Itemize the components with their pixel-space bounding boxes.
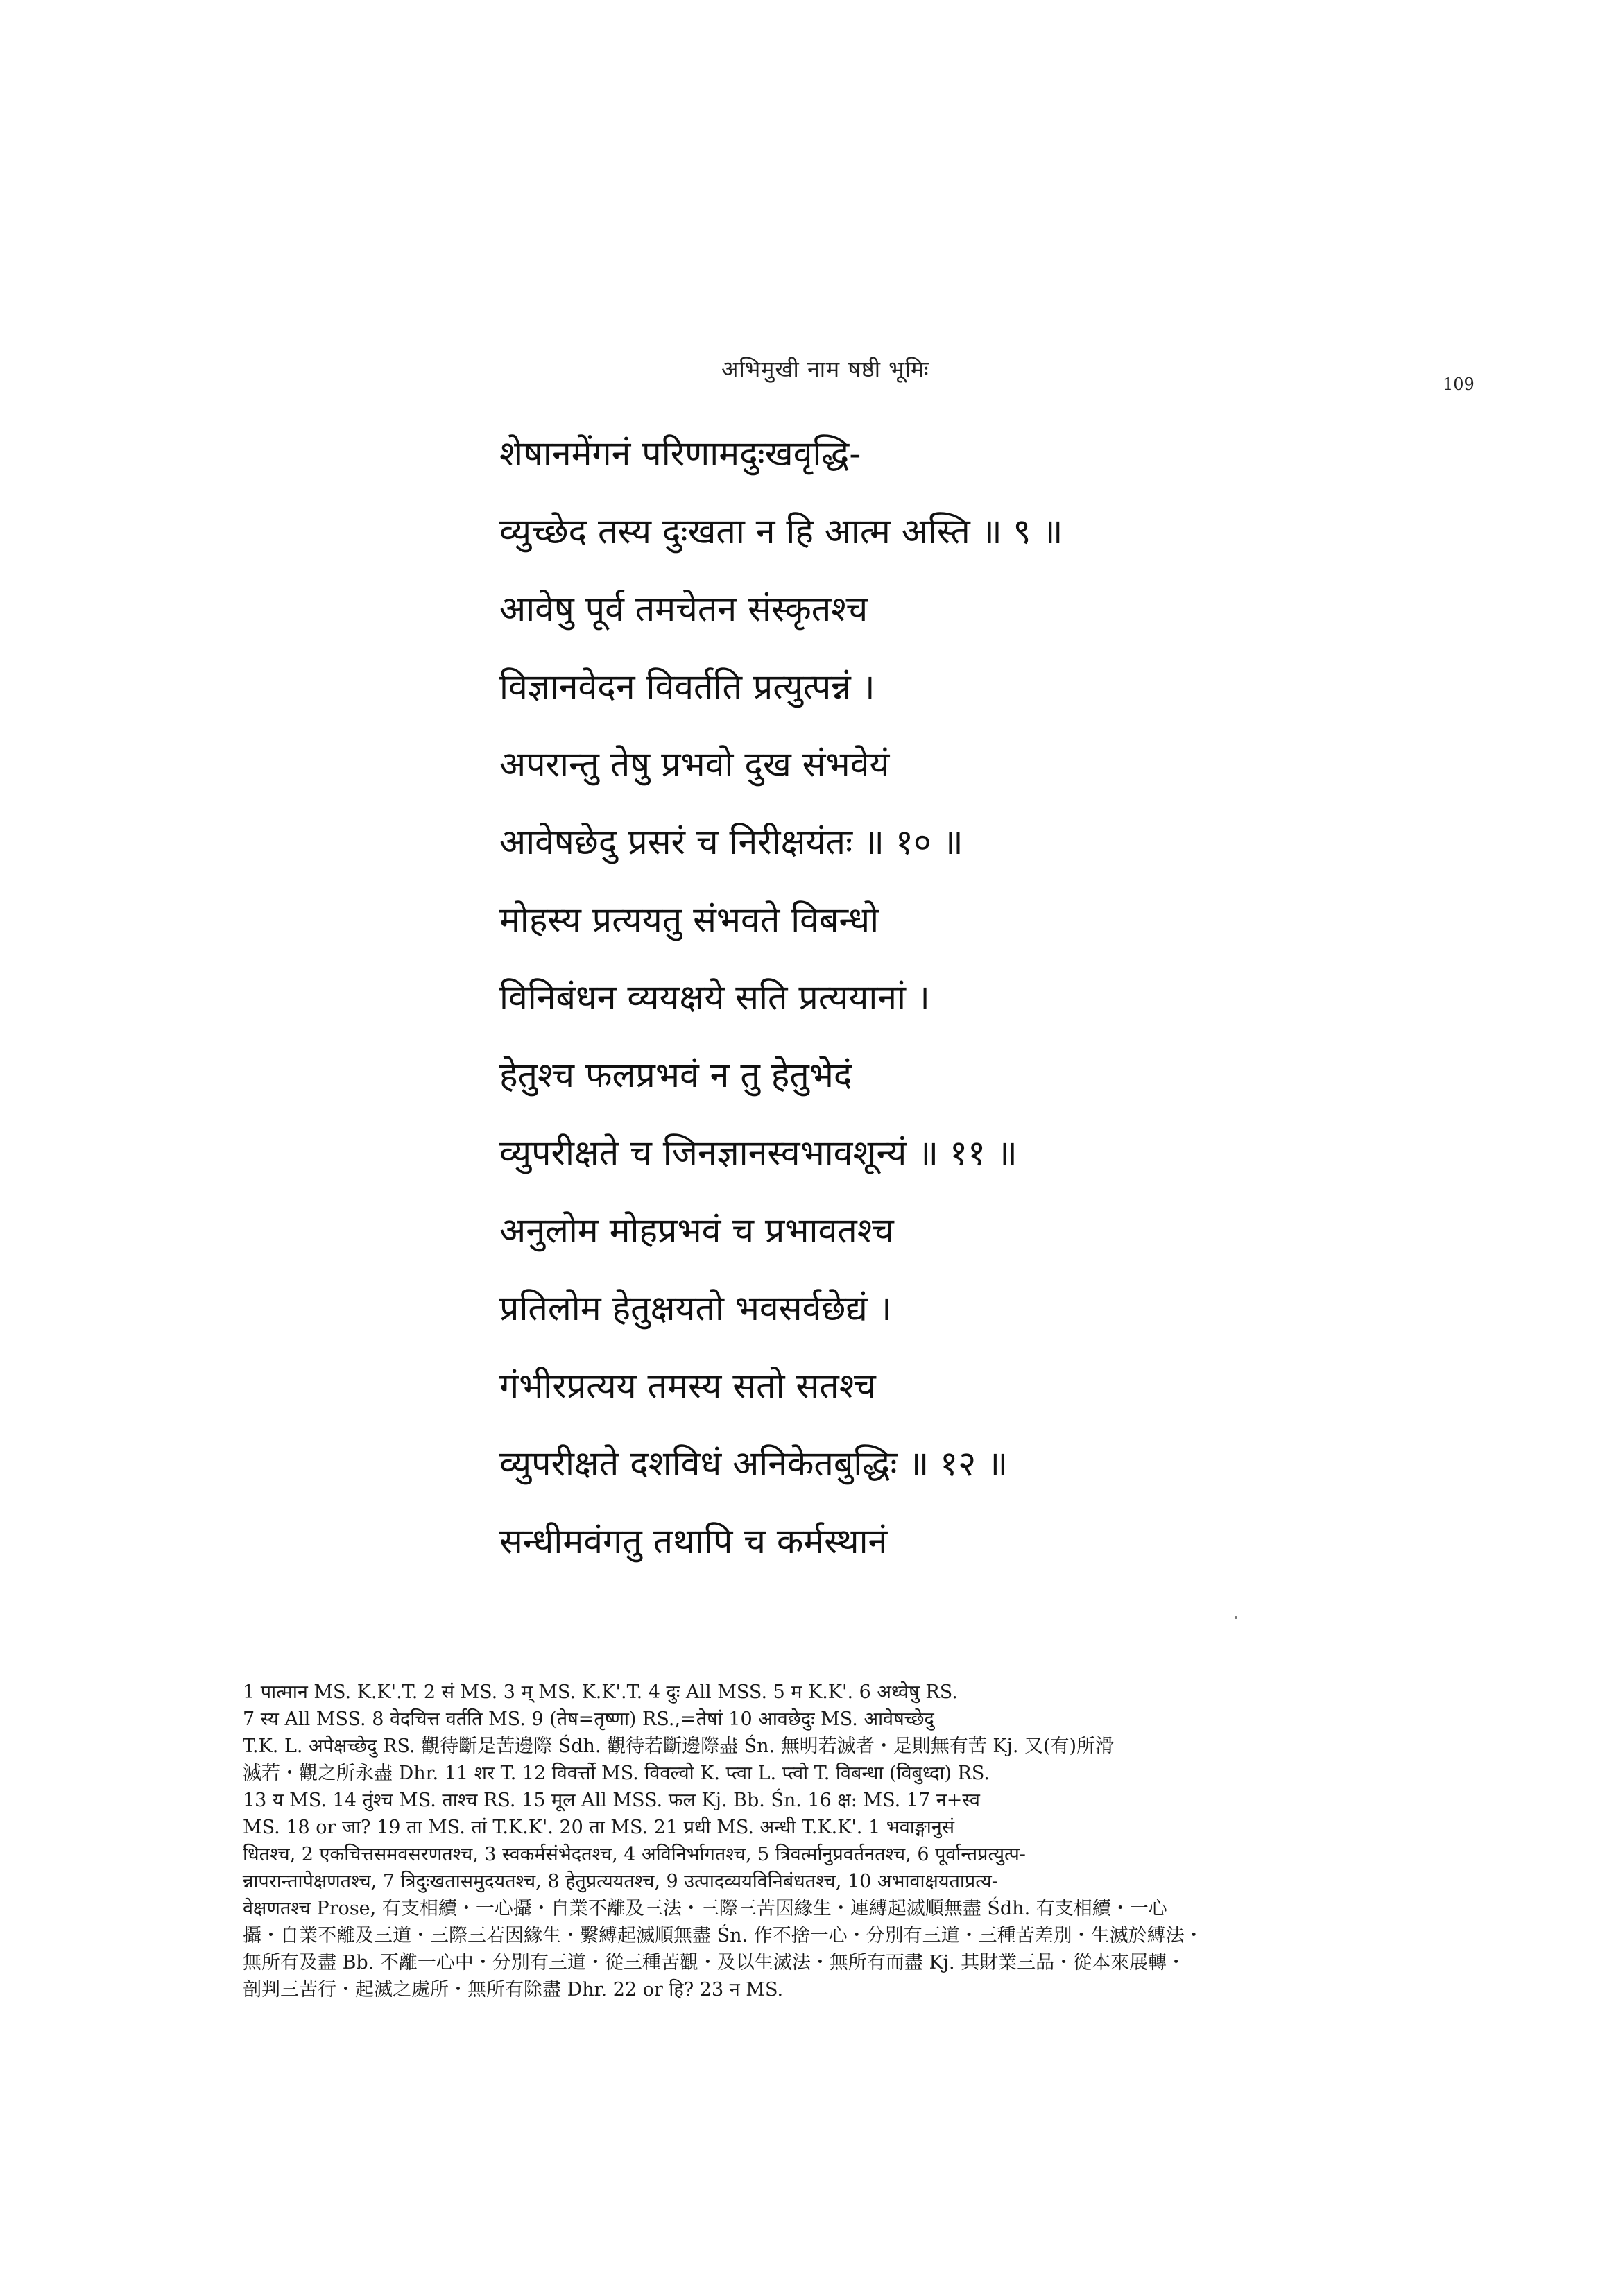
footnote-line: T.K. L. अपेक्षच्छेदु RS. 觀待斷是苦邊際 Śdh. 觀待若斷邊際盡 Śn. 無明若滅者・是則無有苦 Kj. 又(有)所滑 — [243, 1736, 1115, 1757]
verse-line: आवेषु पूर्व तमचेतन संस्कृतश्च — [499, 589, 868, 629]
footnote-line: न्नापरान्तापेक्षणतश्च, 7 त्रिदुःखतासमुदयतश्च, 8 हेतुप्रत्ययतश्च, 9 उत्पादव्ययविनिबंधतश्च, 10 अभावाक्षयताप्रत्य- — [243, 1871, 998, 1892]
footnote-line: धितश्च, 2 एकचित्तसमवसरणतश्च, 3 स्वकर्मसंभेदतश्च, 4 अविनिर्भागतश्च, 5 त्रिवर्त्मानुप्रवर्तनतश्च, 6 पूर्वान्तप्रत्युत्प- — [243, 1844, 1026, 1865]
footnote-line: 剖判三苦行・起滅之處所・無所有除盡 Dhr. 22 or हि? 23 न MS. — [243, 1979, 784, 2001]
scan-speck — [1235, 1616, 1237, 1619]
running-header: अभिमुखी नाम षष्ठी भूमिः — [721, 356, 929, 382]
footnote-line: 13 य MS. 14 तुंश्च MS. ताश्च RS. 15 मूल All MSS. फल Kj. Bb. Śn. 16 क्ष: MS. 17 न+स्व — [243, 1790, 980, 1811]
verse-line: प्रतिलोम हेतुक्षयतो भवसर्वछेद्यं । — [499, 1288, 892, 1328]
verse-line: शेषानमेंगनं परिणामदुःखवृद्धि- — [499, 434, 861, 474]
footnote-line: 1 पात्मान MS. K.K'.T. 2 सं MS. 3 म् MS. K.K'.T. 4 दुः All MSS. 5 म K.K'. 6 अध्वेषु RS. — [243, 1681, 958, 1703]
verse-line: विनिबंधन व्ययक्षये सति प्रत्ययानां । — [499, 977, 930, 1018]
verse-line: व्युपरीक्षते दशविधं अनिकेतबुद्धिः ॥ १२ ॥ — [499, 1443, 1008, 1484]
verse-line: गंभीरप्रत्यय तमस्य सतो सतश्च — [499, 1366, 876, 1406]
footnote-line: वेक्षणतश्च Prose, 有支相續・一心攝・自業不離及三法・三際三苦因緣生・連縛起滅順無盡 Śdh. 有支相續・一心 — [243, 1898, 1167, 1919]
verse-line: अनुलोम मोहप्रभवं च प्रभावतश्च — [499, 1210, 894, 1251]
footnote-line: 無所有及盡 Bb. 不離一心中・分別有三道・從三種苦觀・及以生滅法・無所有而盡 Kj. 其財業三品・從本來展轉・ — [243, 1952, 1186, 1973]
verse-line: मोहस्य प्रत्ययतु संभवते विबन्धो — [499, 900, 879, 940]
footnote-apparatus — [243, 1679, 1436, 2003]
verse-line: विज्ञानवेदन विवर्तति प्रत्युत्पन्नं । — [499, 667, 875, 707]
verse-line: व्युच्छेद तस्य दुःखता न हि आत्म अस्ति ॥ ९ ॥ — [499, 511, 1063, 551]
verse-line: आवेषछेदु प्रसरं च निरीक्षयंतः ॥ १० ॥ — [499, 822, 963, 862]
footnote-line: 滅若・觀之所永盡 Dhr. 11 शर T. 12 विवर्त्तो MS. विवल्वो K. प्त्वा L. प्त्वो T. विबन्धा (विबुध्दा) RS. — [243, 1763, 990, 1784]
footnote-line: MS. 18 or जा? 19 ता MS. तां T.K.K'. 20 ता MS. 21 प्रधी MS. अन्धी T.K.K'. 1 भवाङ्गानुसं — [243, 1817, 955, 1838]
verse-line: हेतुश्च फलप्रभवं न तु हेतुभेदं — [499, 1055, 852, 1095]
footnote-line: 7 स्य All MSS. 8 वेदचित्त वर्तति MS. 9 (तेष=तृष्णा) RS.,=तेषां 10 आवछेदुः MS. आवेषच्छेदु — [243, 1708, 934, 1730]
verse-line: अपरान्तु तेषु प्रभवो दुख संभवेयं — [499, 744, 890, 785]
page-number: 109 — [1443, 375, 1475, 394]
verse-line: व्युपरीक्षते च जिनज्ञानस्वभावशून्यं ॥ ११ ॥ — [499, 1133, 1017, 1173]
verse-block — [499, 415, 1470, 1580]
footnote-line: 攝・自業不離及三道・三際三若因緣生・繫縛起滅順無盡 Śn. 作不捨一心・分別有三道・三種苦差別・生滅於縛法・ — [243, 1925, 1203, 1946]
verse-line: सन्धीमवंगतु तथापि च कर्मस्थानं — [499, 1521, 888, 1561]
